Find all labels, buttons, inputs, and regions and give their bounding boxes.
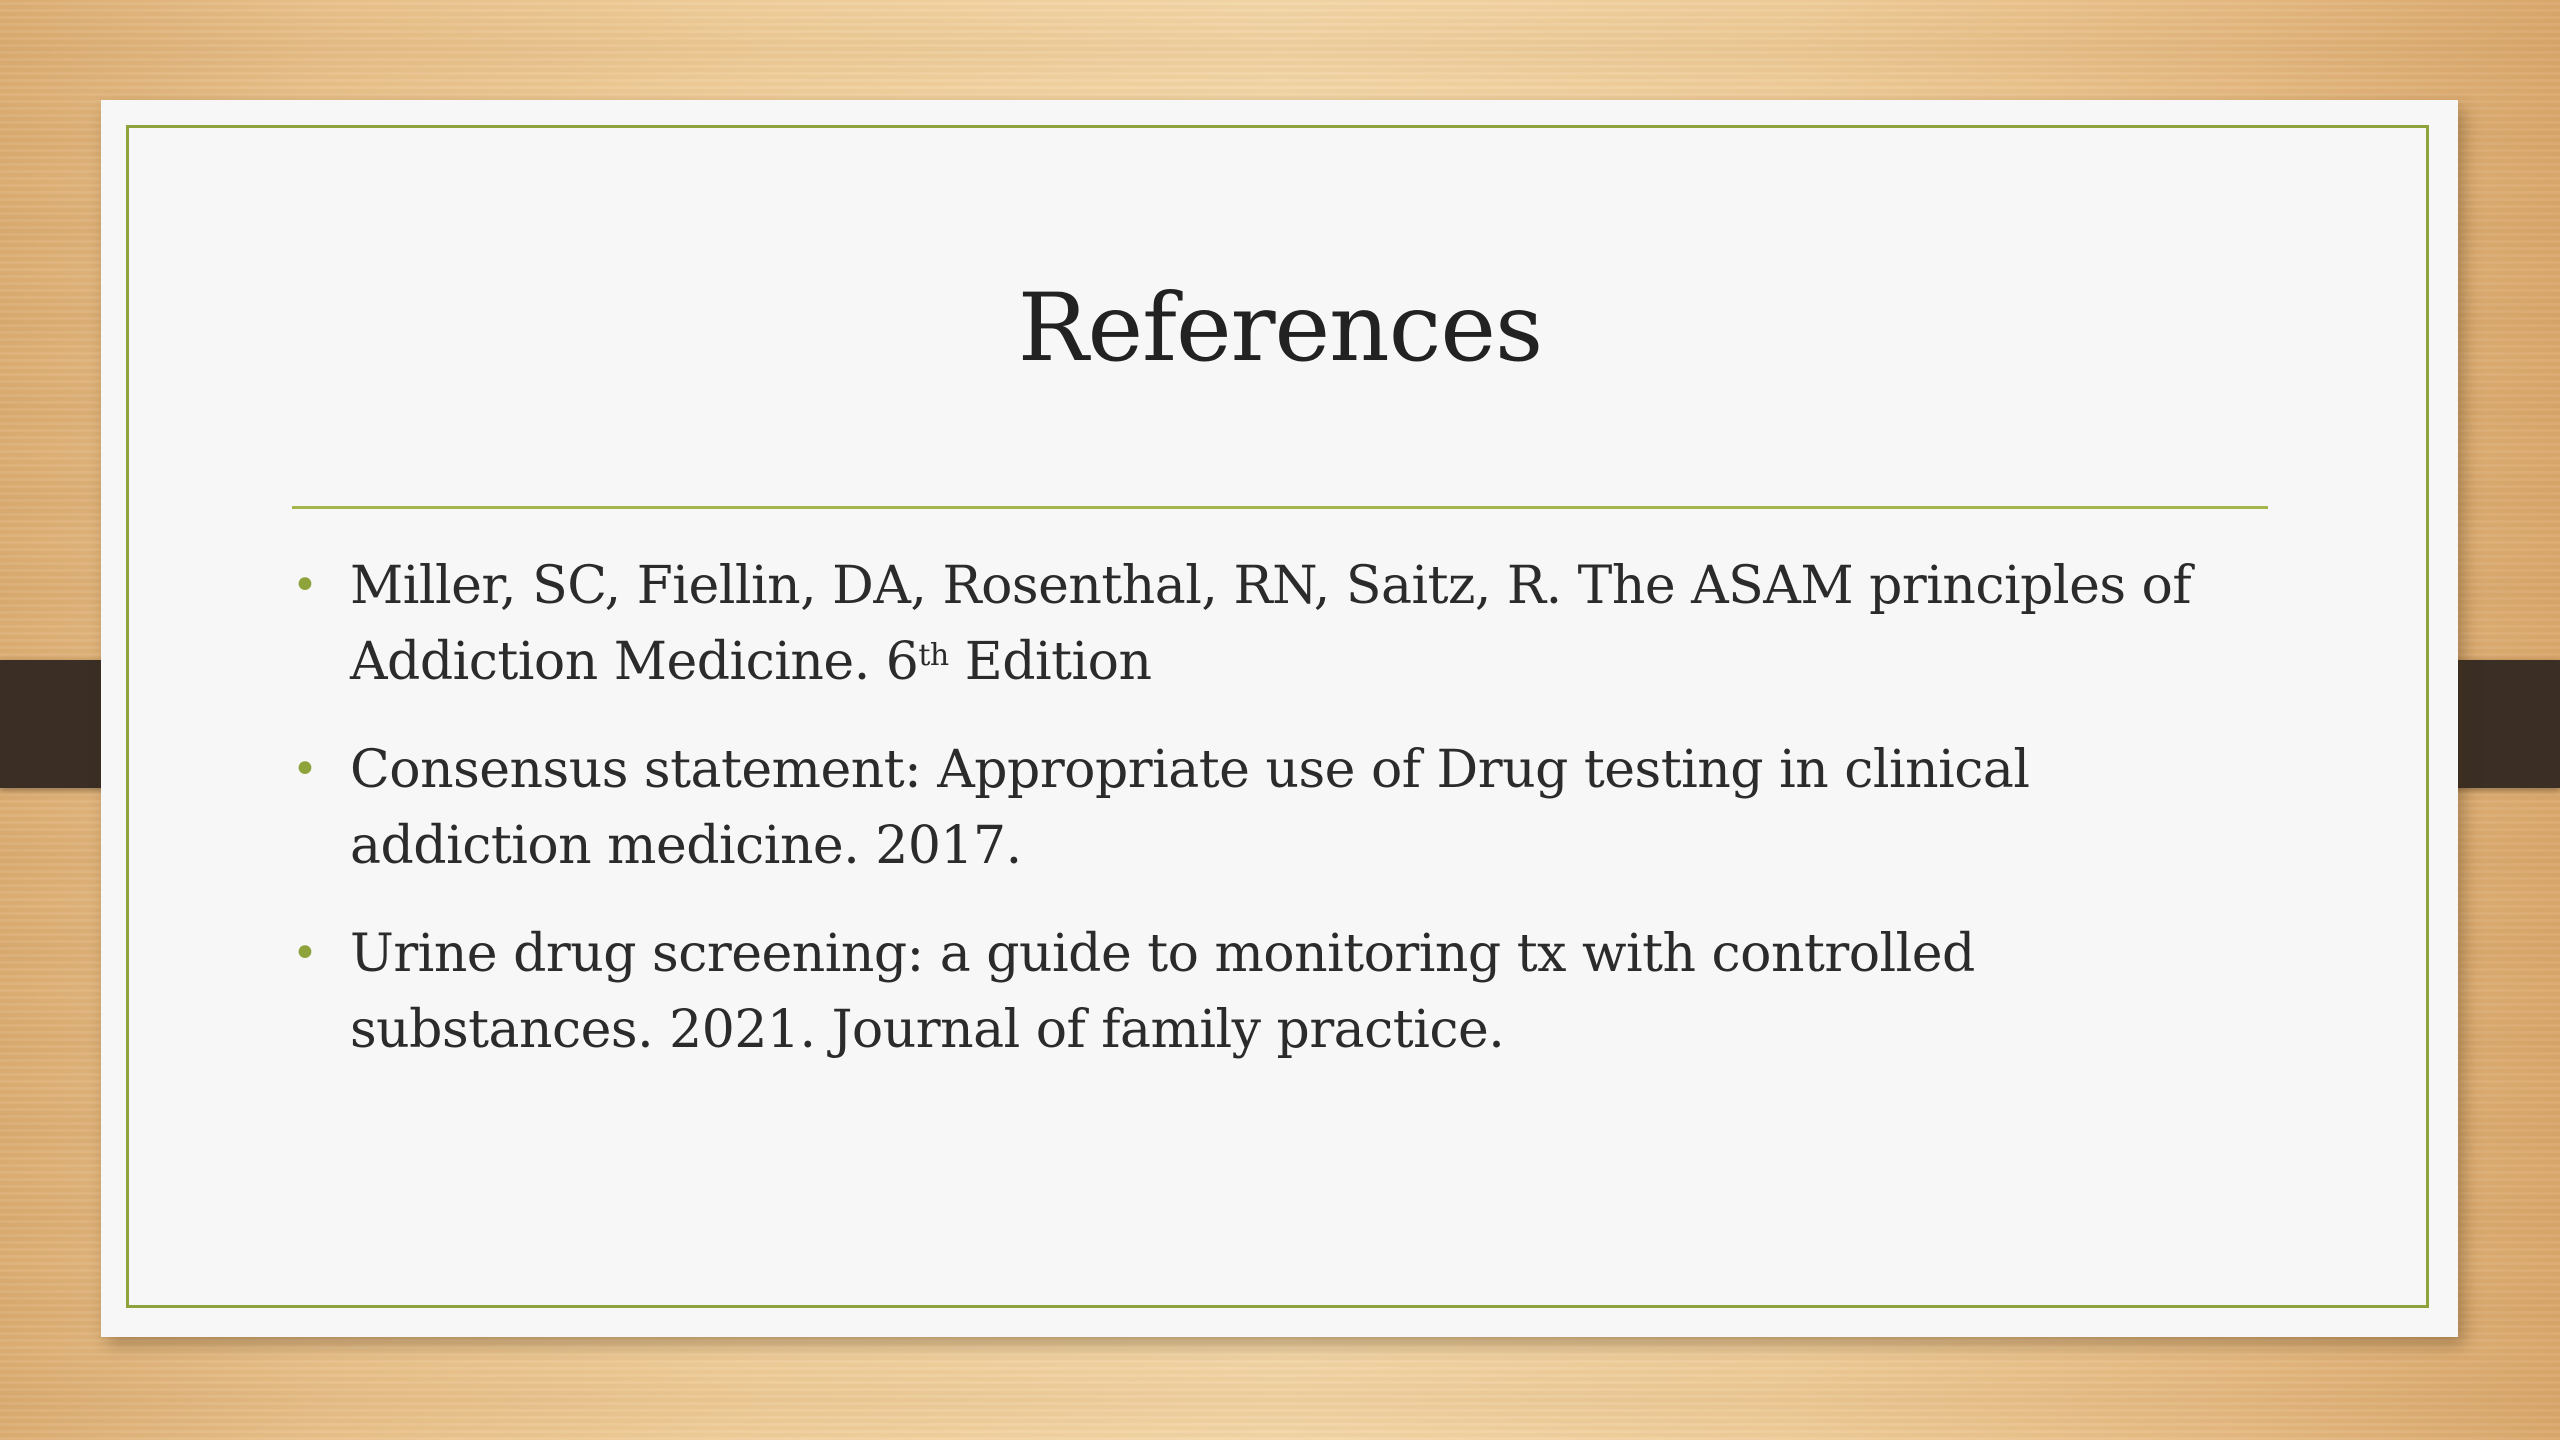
reference-2-text: Consensus statement: Appropriate use of Drug testing in clinical addiction medicine. 2017. [350, 740, 2030, 876]
reference-item-2 [292, 732, 2250, 884]
reference-list [292, 548, 2250, 1100]
bullet-icon: • [292, 744, 318, 795]
reference-item-3 [292, 916, 2250, 1068]
bullet-icon: • [292, 928, 318, 979]
title-divider [292, 506, 2268, 509]
reference-item-1 [292, 548, 2250, 700]
reference-1-superscript: th [918, 638, 949, 673]
reference-1-text: Miller, SC, Fiellin, DA, Rosenthal, RN, Saitz, R. The ASAM principles of Addiction Medicine. 6 [350, 556, 2192, 692]
slide-title: References [1017, 274, 1543, 383]
bullet-icon: • [292, 560, 318, 611]
reference-3-text: Urine drug screening: a guide to monitoring tx with controlled substances. 2021. Journal of family practice. [350, 924, 1975, 1060]
reference-1-text-after: Edition [948, 632, 1152, 692]
